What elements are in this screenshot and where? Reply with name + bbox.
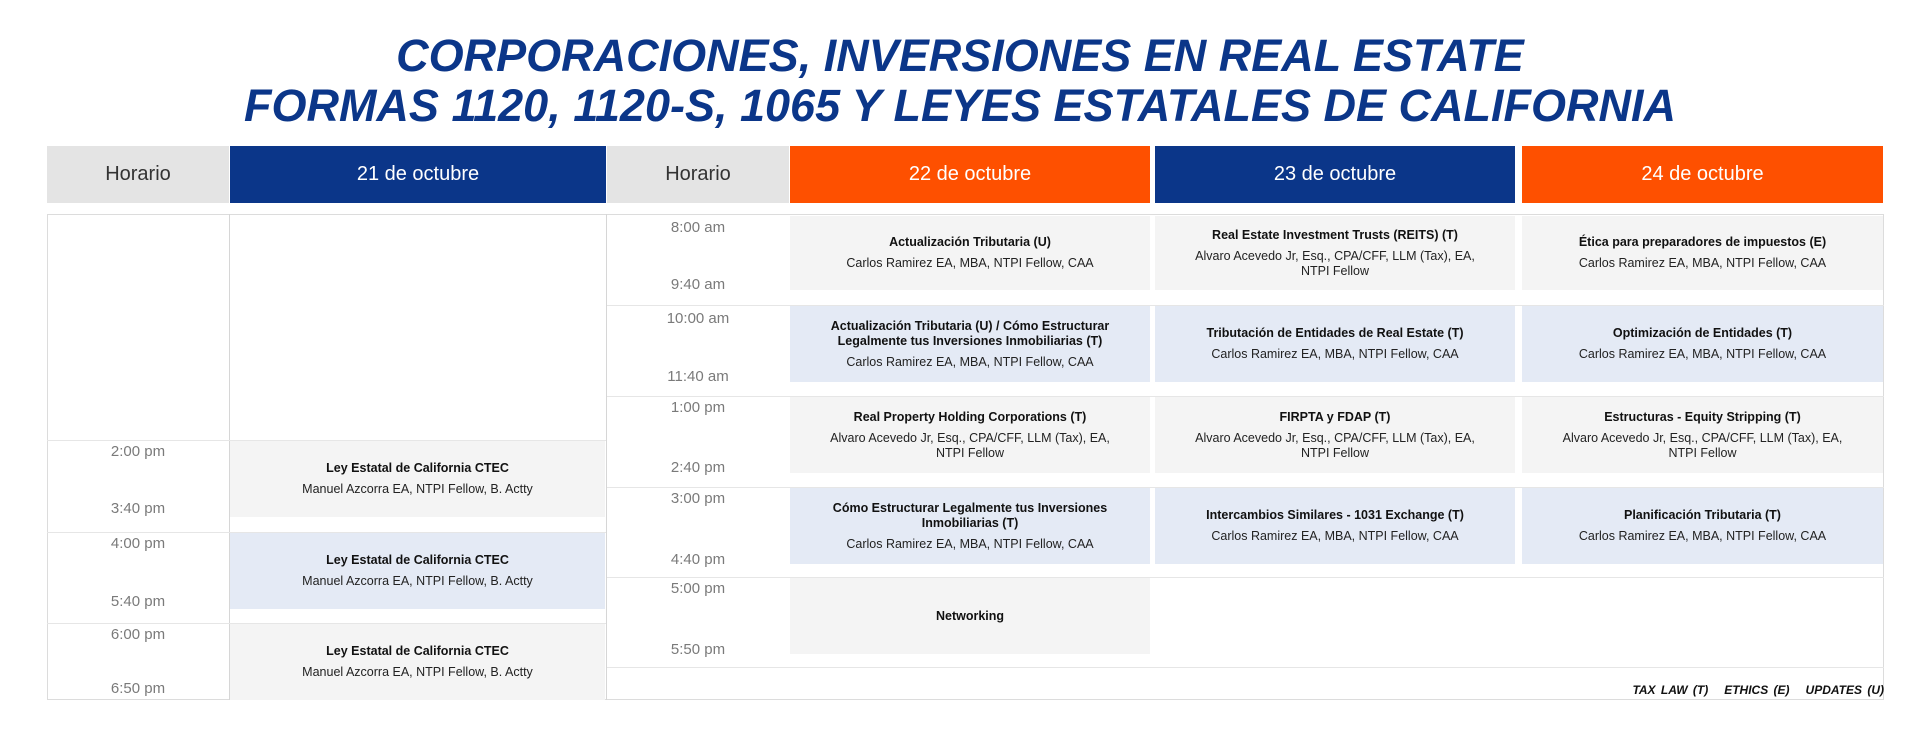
session-speaker: Carlos Ramirez EA, MBA, NTPI Fellow, CAA bbox=[1578, 347, 1827, 361]
time-end: 3:40 pm bbox=[110, 500, 166, 517]
time-end: 5:40 pm bbox=[110, 593, 166, 610]
header-horario-right: Horario bbox=[607, 146, 789, 203]
session-speaker: Carlos Ramirez EA, MBA, NTPI Fellow, CAA bbox=[1211, 529, 1459, 543]
session-card bbox=[1522, 216, 1883, 290]
grid-divider bbox=[606, 214, 607, 700]
time-start: 5:00 pm bbox=[670, 580, 726, 597]
session-title: Ley Estatal de California CTEC bbox=[326, 644, 509, 658]
session-speaker: Carlos Ramirez EA, MBA, NTPI Fellow, CAA bbox=[846, 256, 1094, 270]
session-card bbox=[1155, 306, 1515, 382]
header-24-octubre: 24 de octubre bbox=[1522, 146, 1883, 203]
time-end: 5:50 pm bbox=[670, 641, 726, 658]
session-title: Networking bbox=[935, 608, 1005, 623]
header-22-octubre: 22 de octubre bbox=[790, 146, 1150, 203]
session-title: Real Property Holding Corporations (T) bbox=[853, 409, 1087, 424]
time-start: 6:00 pm bbox=[110, 626, 166, 643]
session-speaker: Alvaro Acevedo Jr, Esq., CPA/CFF, LLM (Tax), EA, NTPI Fellow bbox=[1562, 430, 1843, 460]
session-title: Cómo Estructurar Legalmente tus Inversiones Inmobiliarias (T) bbox=[832, 500, 1108, 530]
session-card bbox=[230, 533, 605, 609]
session-title: Real Estate Investment Trusts (REITS) (T) bbox=[1212, 227, 1458, 242]
session-speaker: Alvaro Acevedo Jr, Esq., CPA/CFF, LLM (Tax), EA, NTPI Fellow bbox=[1195, 248, 1475, 278]
time-start: 1:00 pm bbox=[670, 399, 726, 416]
session-speaker: Manuel Azcorra EA, NTPI Fellow, B. Actty bbox=[302, 574, 533, 588]
time-start: 2:00 pm bbox=[110, 443, 166, 460]
session-title: Estructuras - Equity Stripping (T) bbox=[1604, 409, 1801, 424]
header-23-octubre: 23 de octubre bbox=[1155, 146, 1515, 203]
time-end: 4:40 pm bbox=[670, 551, 726, 568]
time-start: 8:00 am bbox=[670, 219, 726, 236]
category-legend: TAX LAW (T) ETHICS (E) UPDATES (U) bbox=[1632, 683, 1884, 697]
session-title: Actualización Tributaria (U) / Cómo Estructurar Legalmente tus Inversiones Inmobiliarias (T) bbox=[830, 318, 1110, 348]
title-line-1: CORPORACIONES, INVERSIONES EN REAL ESTATE bbox=[396, 30, 1524, 81]
session-speaker: Carlos Ramirez EA, MBA, NTPI Fellow, CAA bbox=[846, 354, 1094, 369]
session-card bbox=[790, 488, 1150, 564]
header-21-octubre: 21 de octubre bbox=[230, 146, 606, 203]
time-end: 11:40 am bbox=[667, 368, 729, 385]
networking-card bbox=[790, 578, 1150, 654]
session-card bbox=[1522, 397, 1883, 473]
header-horario-left: Horario bbox=[47, 146, 229, 203]
session-card bbox=[1155, 216, 1515, 290]
session-card bbox=[790, 397, 1150, 473]
session-title: Optimización de Entidades (T) bbox=[1612, 326, 1793, 340]
session-speaker: Manuel Azcorra EA, NTPI Fellow, B. Actty bbox=[302, 665, 533, 679]
session-speaker: Alvaro Acevedo Jr, Esq., CPA/CFF, LLM (Tax), EA, NTPI Fellow bbox=[1195, 430, 1475, 460]
session-speaker: Carlos Ramirez EA, MBA, NTPI Fellow, CAA bbox=[1578, 529, 1827, 543]
time-end: 6:50 pm bbox=[110, 680, 166, 697]
session-title: Planificación Tributaria (T) bbox=[1624, 508, 1781, 522]
session-speaker: Alvaro Acevedo Jr, Esq., CPA/CFF, LLM (Tax), EA, NTPI Fellow bbox=[830, 430, 1110, 460]
session-card bbox=[1522, 488, 1883, 564]
session-card bbox=[1155, 488, 1515, 564]
session-title: Ley Estatal de California CTEC bbox=[326, 461, 509, 475]
session-speaker: Carlos Ramirez EA, MBA, NTPI Fellow, CAA bbox=[846, 536, 1094, 551]
session-card bbox=[230, 624, 605, 700]
time-start: 10:00 am bbox=[666, 310, 730, 327]
session-title: Tributación de Entidades de Real Estate (T) bbox=[1206, 326, 1464, 340]
session-card bbox=[790, 216, 1150, 290]
time-start: 3:00 pm bbox=[670, 490, 726, 507]
time-end: 9:40 am bbox=[670, 276, 726, 293]
session-card bbox=[230, 441, 605, 517]
session-speaker: Carlos Ramirez EA, MBA, NTPI Fellow, CAA bbox=[1578, 256, 1827, 270]
session-title: Intercambios Similares - 1031 Exchange (T) bbox=[1206, 508, 1464, 522]
session-card bbox=[1522, 306, 1883, 382]
session-speaker: Carlos Ramirez EA, MBA, NTPI Fellow, CAA bbox=[1211, 347, 1459, 361]
session-title: Ley Estatal de California CTEC bbox=[326, 553, 509, 567]
time-end: 2:40 pm bbox=[670, 459, 726, 476]
session-title: Ética para preparadores de impuestos (E) bbox=[1578, 235, 1827, 249]
time-start: 4:00 pm bbox=[110, 535, 166, 552]
session-speaker: Manuel Azcorra EA, NTPI Fellow, B. Actty bbox=[302, 482, 533, 496]
session-card bbox=[1155, 397, 1515, 473]
title-line-2: FORMAS 1120, 1120-S, 1065 Y LEYES ESTATALES DE CALIFORNIA bbox=[243, 80, 1677, 131]
row-separator bbox=[607, 667, 1884, 668]
session-card bbox=[790, 306, 1150, 382]
session-title: FIRPTA y FDAP (T) bbox=[1279, 409, 1391, 424]
session-title: Actualización Tributaria (U) bbox=[889, 235, 1051, 249]
